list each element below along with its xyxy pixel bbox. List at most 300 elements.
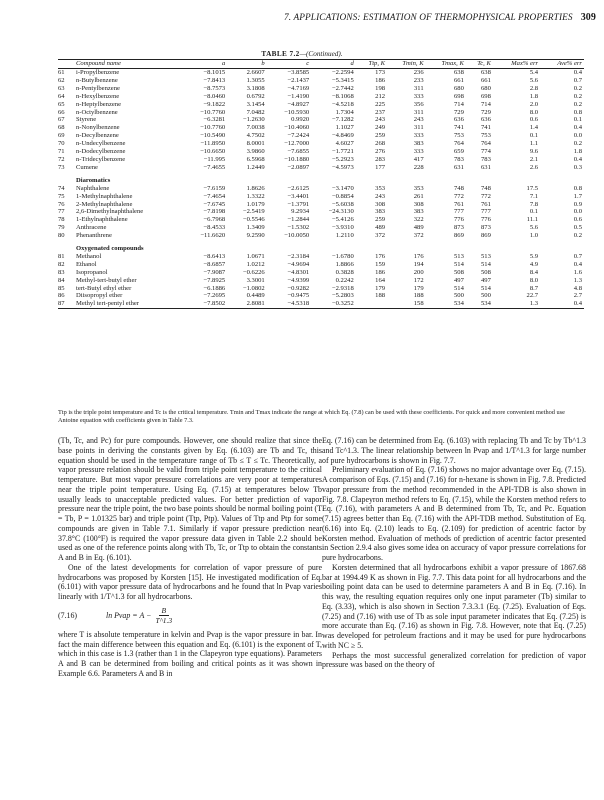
table-cell: 225	[375, 100, 386, 108]
table-cell: 514	[480, 284, 491, 292]
table-cell: −5.2803	[331, 292, 354, 300]
table-row	[58, 69, 584, 77]
table-cell: n-Pentylbenzene	[76, 84, 120, 92]
table-row	[58, 164, 584, 172]
table-cell: −10.0050	[284, 232, 310, 240]
table-cell: 489	[375, 224, 386, 232]
table-cell: 0.2	[573, 100, 582, 108]
equation-7-16	[58, 604, 322, 628]
table-cell: 383	[413, 140, 424, 148]
table-cell: −24.3130	[328, 208, 354, 216]
table-cell: 1.6	[573, 268, 582, 276]
table-cell: 631	[453, 163, 464, 171]
table-row	[58, 277, 584, 285]
table-cell: −10.5930	[284, 108, 310, 116]
table-cell: 753	[453, 132, 464, 140]
column-header: Tc, K	[466, 60, 493, 69]
table-cell: 84	[58, 276, 65, 284]
table-cell: 8.0	[529, 108, 539, 116]
table-cell: 1.3	[493, 300, 540, 308]
table-cell: 177	[375, 163, 386, 171]
column-header: Compound name	[74, 60, 183, 69]
table-cell: 5.9	[529, 252, 539, 260]
table-cell: 311	[413, 108, 424, 116]
table-cell: 680	[453, 84, 464, 92]
table-cell: 3.9860	[246, 148, 265, 156]
table-cell: 17.5	[526, 184, 539, 192]
table-cell: 777	[453, 208, 464, 216]
table-cell: −1.2844	[287, 216, 310, 224]
table-cell: −10.4060	[284, 124, 310, 132]
table-cell: −12.7000	[284, 140, 310, 148]
table-cell: −4.5318	[267, 300, 312, 308]
table-cell: 4.8	[573, 284, 582, 292]
table-cell: 188	[375, 292, 386, 300]
running-title: 7. APPLICATIONS: ESTIMATION OF THERMOPHYSICAL PROPERTIES	[284, 13, 573, 23]
table-cell: 200	[413, 268, 424, 276]
table-cell: −4.8469	[331, 132, 354, 140]
table-cell: Phenanthrene	[76, 232, 112, 240]
table-cell: Methanol	[76, 252, 102, 260]
table-cell: −4.8301	[287, 268, 310, 276]
table-cell: −7.9087	[203, 268, 226, 276]
table-cell: −4.7169	[287, 84, 310, 92]
table-cell: −8.6413	[203, 252, 226, 260]
table-cell: 283	[375, 155, 386, 163]
table-cell: 3.3001	[246, 276, 265, 284]
table-cell: 0.2	[573, 140, 582, 148]
right-paragraph-2: Preliminary evaluation of Eq. (7.16) shows no major advantage over Eq. (7.15). A comparison of Eqs. (7.15) and (7.16) for n-hexane is shown in Fig. 7.8. Predicted vapor pressure from the method recommended in the API-TDB is also shown in Fig. 7.8. Clapeyron method refers to Eq. (7.15), while the Korsten method refers to Eq. (7.16), with parameters A and B determined from Tb, Tc, and Pc. Equation (7.15) agrees better than Eq. (7.16) with the API-TDB method. Substitution of Eq. (6.16) into Eq. (2.10) leads to Eq. (2.109) for prediction of acentric factor by Korsten method. Evaluation of methods of prediction of acentric factor presented in Section 2.9.4 also gives some idea on accuracy of vapor pressure correlations for pure hydrocarbons.	[322, 465, 586, 562]
table-cell: 67	[58, 116, 65, 124]
table-cell: 236	[413, 69, 424, 76]
table-cell: −7.4655	[203, 163, 226, 171]
table-cell: 65	[58, 100, 65, 108]
right-paragraph-4: Perhaps the most successful generalized correlation for prediction of vapor pressure was based on the theory of	[322, 650, 586, 670]
table-cell: −8.0460	[203, 92, 226, 100]
table-cell: 68	[58, 124, 65, 132]
table-cell: 243	[413, 116, 424, 124]
table-cell: 333	[413, 92, 424, 100]
table-cell: 308	[413, 200, 424, 208]
table-cell: 500	[480, 292, 491, 300]
table-cell: 761	[453, 200, 464, 208]
running-head	[40, 12, 596, 23]
table-row	[58, 77, 584, 85]
equation-fraction	[155, 606, 172, 625]
right-column	[322, 436, 586, 670]
table-cell: 22.7	[526, 292, 539, 300]
table-cell: 212	[375, 92, 386, 100]
table-cell: −2.6125	[287, 184, 310, 192]
column-header: Ttp, K	[356, 60, 387, 69]
table-cell: Styrene	[76, 116, 97, 124]
table-row	[58, 232, 584, 240]
table-cell: 764	[480, 140, 491, 148]
table-cell: 164	[375, 276, 386, 284]
table-cell: 0.2	[573, 232, 582, 240]
table-row	[58, 101, 584, 109]
left-paragraph-3: where T is absolute temperature in kelvin and Pvap is the vapor pressure in bar. In fact the main difference between this equation and Eq. (6.101) is the exponent of T, which in this case is 1.3 (rather than 1 in the Clapeyron type equations). Parameters A and B can be determined from boiling and critical points as it was shown in Example 6.6. Parameters A and B in	[58, 629, 322, 678]
group-heading: Oxygenated compounds	[76, 245, 144, 253]
table-cell: n-Nonylbenzene	[76, 124, 120, 132]
table-cell: 680	[480, 84, 491, 92]
table-cell: −5.6038	[331, 200, 354, 208]
table-cell: −1.2630	[242, 116, 265, 124]
table-cell: 228	[413, 163, 424, 171]
table-cell: 78	[58, 216, 65, 224]
table-cell: 333	[413, 148, 424, 156]
table-cell: 176	[375, 252, 386, 260]
table-cell: −0.9475	[287, 292, 310, 300]
table-cell: 9.6	[529, 148, 539, 156]
table-cell: 873	[480, 224, 491, 232]
table-cell: 534	[466, 300, 493, 308]
table-cell: 2.0	[529, 100, 539, 108]
table-row	[58, 292, 584, 300]
table-cell: 66	[58, 108, 65, 116]
table-continued: —(Continued).	[299, 50, 343, 58]
table-cell: 259	[375, 216, 386, 224]
table-cell: 1.8626	[246, 184, 265, 192]
table-cell: 2.7	[573, 292, 582, 300]
table-cell: 0.1	[529, 208, 539, 216]
table-cell: 188	[413, 292, 424, 300]
table-cell: 0.8	[573, 108, 582, 116]
table-row	[58, 193, 584, 201]
table-cell: −2.9318	[331, 284, 354, 292]
table-cell: −1.4190	[287, 92, 310, 100]
table-caption	[0, 50, 604, 58]
table-cell: Cumene	[76, 163, 98, 171]
table-cell: n-Octylbenzene	[76, 108, 118, 116]
table-cell: 0.7	[573, 76, 582, 84]
table-cell: 8.7	[529, 284, 539, 292]
table-cell: 873	[453, 224, 464, 232]
table-cell: 659	[453, 148, 464, 156]
table-cell: 2,6-Dimethylnaphthalene	[76, 208, 144, 216]
table-cell: 249	[375, 124, 386, 132]
table-cell: 63	[58, 84, 65, 92]
table-cell: −0.9282	[287, 284, 310, 292]
column-header: d	[311, 60, 356, 69]
table-cell: 383	[413, 208, 424, 216]
table-cell: 0.9	[573, 200, 582, 208]
right-paragraph-3: Korsten determined that all hydrocarbons exhibit a vapor pressure of 1867.68 bar at 1994.49 K as shown in Fig. 7.7. This data point for all hydrocarbons and the boiling point data can be used to determine parameters A and B in Eq. (7.16). In this way, the resulting equation requires only one input parameter (Tb) similar to Eq. (3.33), which is also shown in Section 7.3.3.1 (Eq. (7.25). Evaluation of Eqs. (7.25) and (7.16) with use of Tb as sole input parameter indicates that Eq. (7.25) is more accurate than Eq. (7.16) as shown in Fig. 7.8. However, note that Eq. (7.25) was developed for petroleum fractions and it may be used for pure hydrocarbons with NC ≥ 5.	[322, 562, 586, 650]
table-cell: 636	[480, 116, 491, 124]
table-cell: −4.5973	[331, 163, 354, 171]
table-cell: −0.3252	[311, 300, 356, 308]
table-cell: 698	[480, 92, 491, 100]
table-cell: −3.4401	[287, 192, 310, 200]
table-cell: 761	[480, 200, 491, 208]
table-cell: 1-Ethylnaphthalene	[76, 216, 128, 224]
table-cell: −10.1880	[284, 155, 310, 163]
column-header	[58, 60, 74, 69]
table-cell: −1.0802	[242, 284, 265, 292]
table-cell: 514	[480, 260, 491, 268]
table-cell: 2-Methylnaphthalene	[76, 200, 133, 208]
table-row	[58, 116, 584, 124]
table-cell: 1.0212	[246, 260, 265, 268]
table-cell: n-Hexylbenzene	[76, 92, 120, 100]
table-cell: 308	[375, 200, 386, 208]
table-cell: 0.4	[573, 69, 582, 76]
table-cell: 3.1454	[246, 100, 265, 108]
table-cell: −1.5302	[287, 224, 310, 232]
table-cell: −9.1822	[203, 100, 226, 108]
table-cell: −4.8927	[287, 100, 310, 108]
table-cell: −7.8502	[183, 300, 228, 308]
table-cell: −7.6159	[203, 184, 226, 192]
table-cell: 869	[453, 232, 464, 240]
table-cell: 9.2590	[246, 232, 265, 240]
table-cell: −2.0897	[287, 163, 310, 171]
table-cell: 70	[58, 140, 65, 148]
table-cell: Methyl tert-pentyl ether	[74, 300, 183, 308]
table-cell: 2.6607	[246, 69, 265, 76]
table-cell: −0.8854	[331, 192, 354, 200]
table-cell: 86	[58, 292, 65, 300]
table-cell: −7.6855	[287, 148, 310, 156]
table-cell: 2.6	[529, 163, 539, 171]
table-cell: Naphthalene	[76, 184, 110, 192]
table-cell: 753	[480, 132, 491, 140]
table-cell: 9.2934	[291, 208, 310, 216]
table-cell: 2.8081	[227, 300, 266, 308]
table-cell: 869	[480, 232, 491, 240]
table-cell: 11.1	[526, 216, 539, 224]
group-heading-row	[58, 176, 584, 185]
equation-denominator: T^1.3	[155, 616, 173, 626]
table-cell: 1.8	[573, 148, 582, 156]
table-cell: −8.6857	[203, 260, 226, 268]
left-column	[58, 436, 322, 679]
table-cell: 7.0482	[246, 108, 265, 116]
table-cell: 772	[480, 192, 491, 200]
table-cell: 741	[453, 124, 464, 132]
table-cell: −10.7760	[200, 108, 226, 116]
table-cell: 497	[453, 276, 464, 284]
table-cell: −8.4533	[203, 224, 226, 232]
table-cell: 71	[58, 148, 65, 156]
column-header: Tmax, K	[426, 60, 466, 69]
table-cell: 764	[453, 140, 464, 148]
table-cell: 0.9920	[291, 116, 310, 124]
column-header: c	[267, 60, 312, 69]
table-cell: 4.9	[529, 260, 539, 268]
table-cell: 777	[480, 208, 491, 216]
table-cell: 8.0001	[246, 140, 265, 148]
table-cell: 513	[480, 252, 491, 260]
table-cell: −10.7760	[200, 124, 226, 132]
left-paragraph-2: One of the latest developments for correlation of vapor pressure of pure hydrocarbons was proposed by Korsten [15]. He investigated modification of Eq. (6.101) with vapor pressure data of hydrocarbons and he found that ln Pvap varies linearly with 1/T^1.3 for all hydrocarbons.	[58, 562, 322, 601]
table-cell: 353	[375, 184, 386, 192]
table-cell: 7.1	[529, 192, 539, 200]
table-cell: 489	[413, 224, 424, 232]
table-cell: 268	[375, 140, 386, 148]
table-cell: 631	[480, 163, 491, 171]
table-cell: 0.1	[529, 132, 539, 140]
table-cell: −7.8198	[203, 208, 226, 216]
table-cell: 72	[58, 155, 65, 163]
table-row	[58, 124, 584, 132]
table-cell: 417	[413, 155, 424, 163]
table-cell: 0.4	[573, 260, 582, 268]
table-cell: 1.8	[529, 92, 539, 100]
table-cell: −7.6745	[203, 200, 226, 208]
table-cell: 741	[480, 124, 491, 132]
table-cell: Ethanol	[76, 260, 97, 268]
table-cell: 311	[413, 84, 424, 92]
table-cell: 776	[453, 216, 464, 224]
table-cell: 1.3	[573, 276, 582, 284]
table-cell: tert-Butyl ethyl ether	[76, 284, 132, 292]
table-cell: 0.3	[573, 163, 582, 171]
table-cell: 0.2	[573, 92, 582, 100]
table-header-row	[58, 60, 584, 69]
table-cell: −11.8950	[200, 140, 226, 148]
table-cell: 514	[453, 260, 464, 268]
table-cell: 0.7	[573, 252, 582, 260]
table-row	[58, 253, 584, 261]
table-cell: n-Tridecylbenzene	[76, 155, 126, 163]
table-row	[58, 185, 584, 193]
table-cell: 6.5968	[246, 155, 265, 163]
table-cell: −3.9310	[331, 224, 354, 232]
table-cell: 198	[375, 84, 386, 92]
table-cell: 77	[58, 208, 65, 216]
table-cell: 748	[453, 184, 464, 192]
table-cell: 714	[453, 100, 464, 108]
table-row	[58, 224, 584, 232]
table-cell: −2.7442	[331, 84, 354, 92]
table-cell: 508	[453, 268, 464, 276]
page-number: 309	[580, 12, 596, 23]
table-cell: 497	[480, 276, 491, 284]
table-cell: 1.2110	[335, 232, 354, 240]
table-cell: 500	[453, 292, 464, 300]
table-row	[58, 132, 584, 140]
table-cell	[356, 300, 387, 308]
table-cell: 82	[58, 260, 65, 268]
column-header: Ave% err	[540, 60, 584, 69]
column-header: a	[183, 60, 228, 69]
table-cell: 79	[58, 224, 65, 232]
table-cell: 729	[453, 108, 464, 116]
table-cell: 638	[480, 69, 491, 76]
table-cell: −6.3281	[203, 116, 226, 124]
table-cell: −4.9399	[287, 276, 310, 284]
table-row	[58, 261, 584, 269]
table-cell: 7.8	[529, 200, 539, 208]
table-cell: 1.8866	[335, 260, 354, 268]
table-cell: −7.1282	[331, 116, 354, 124]
table-cell: 5.4	[529, 69, 539, 76]
table-cell: 75	[58, 192, 65, 200]
table-cell: −2.5419	[242, 208, 265, 216]
table-cell: 233	[413, 76, 424, 84]
table-cell: 0.4	[573, 124, 582, 132]
table-cell: 8.0	[529, 276, 539, 284]
table-cell: 534	[426, 300, 466, 308]
right-paragraph-1: Eq. (7.16) can be determined from Eq. (6.103) with replacing Tb and Tc by Tb^1.3 and Tc^1.3. The linear relationship between ln Pvap and 1/T^1.3 for large number of pure hydrocarbons is shown in Fig. 7.7.	[322, 436, 586, 465]
table-cell: 176	[413, 252, 424, 260]
table-cell: −6.1886	[203, 284, 226, 292]
table-cell: 383	[375, 208, 386, 216]
table-cell: 311	[413, 124, 424, 132]
left-paragraph-1: (Tb, Tc, and Pc) for pure compounds. However, one should realize that since the base points in deriving the constants given by Eq. (6.103) are Tb and Tc, this equation should be used in the temperature range of Tb ≤ T ≤ Tc. Theoretically, a vapor pressure relation should be valid from triple point temperature to the critical temperature. But most vapor pressure correlations are very poor at temperatures near the triple point temperature. Using Eq. (7.15) at temperatures below Tb usually leads to unacceptable predicted values. For better prediction of vapor pressure near the triple point, the two base points should be normal boiling point (T = Tb, P = 1.01325 bar) and triple point (Ttp, Ptp). Values of Ttp and Ptp for some compounds are given in Table 7.1. Similarly if vapor pressure prediction near 37.8°C (100°F) is required the vapor pressure data given in Table 2.2 should be used as one of the reference points along with Tb, Tc, or Ttp to obtain the constants A and B in Eq. (6.101).	[58, 436, 322, 562]
table-cell: 80	[58, 232, 65, 240]
table-cell: 259	[375, 132, 386, 140]
table-cell: −8.1068	[331, 92, 354, 100]
table-cell: −11.6620	[200, 232, 226, 240]
table-cell: 0.0	[573, 132, 582, 140]
table-cell: 158	[387, 300, 426, 308]
table-cell: n-Undecylbenzene	[76, 140, 126, 148]
table-cell: 73	[58, 163, 65, 171]
table-cell: 698	[453, 92, 464, 100]
table-cell: 783	[480, 155, 491, 163]
table-cell: 1.4	[529, 124, 539, 132]
table-cell: −5.2923	[331, 155, 354, 163]
table-cell: 372	[375, 232, 386, 240]
table-cell: 261	[413, 192, 424, 200]
table-cell: 0.1	[573, 116, 582, 124]
table-cell: 1.1	[529, 140, 539, 148]
table-cell: −1.6780	[331, 252, 354, 260]
table-cell: 81	[58, 252, 65, 260]
table-row	[58, 201, 584, 209]
table-cell: 508	[480, 268, 491, 276]
table-cell: −7.4654	[203, 192, 226, 200]
table-cell: 1.0	[529, 232, 539, 240]
table-cell: 64	[58, 92, 65, 100]
table-cell: 1.7	[573, 192, 582, 200]
table-row	[58, 216, 584, 224]
table-cell: 0.8	[573, 184, 582, 192]
table-cell: n-Heptylbenzene	[76, 100, 122, 108]
group-heading: Diaromatics	[76, 176, 111, 184]
table-cell: −6.7968	[203, 216, 226, 224]
table-cell: 1.1027	[335, 124, 354, 132]
table-cell: −5.4126	[331, 216, 354, 224]
table-cell: 661	[480, 76, 491, 84]
table-row	[58, 85, 584, 93]
table-row	[58, 93, 584, 101]
table-cell: 322	[413, 216, 424, 224]
table-row	[58, 285, 584, 293]
table-cell: 0.5	[573, 224, 582, 232]
equation-numerator: B	[159, 606, 170, 616]
table-cell: 714	[480, 100, 491, 108]
table-cell: 2.8	[529, 84, 539, 92]
table-cell: i-Propylbenzene	[76, 69, 120, 76]
table-cell: −2.1437	[287, 76, 310, 84]
table-cell: 7.0038	[246, 124, 265, 132]
column-header: Max% err	[493, 60, 540, 69]
table-cell: 62	[58, 76, 65, 84]
table-row	[58, 109, 584, 117]
table-cell: 0.4	[573, 155, 582, 163]
table-cell: 186	[375, 76, 386, 84]
table-cell: −7.8413	[203, 76, 226, 84]
table-cell: 243	[375, 192, 386, 200]
table-cell: 87	[58, 300, 74, 308]
column-header: Tmin, K	[387, 60, 426, 69]
table-cell: 0.4489	[246, 292, 265, 300]
table-cell: 83	[58, 268, 65, 276]
table-cell: 69	[58, 132, 65, 140]
